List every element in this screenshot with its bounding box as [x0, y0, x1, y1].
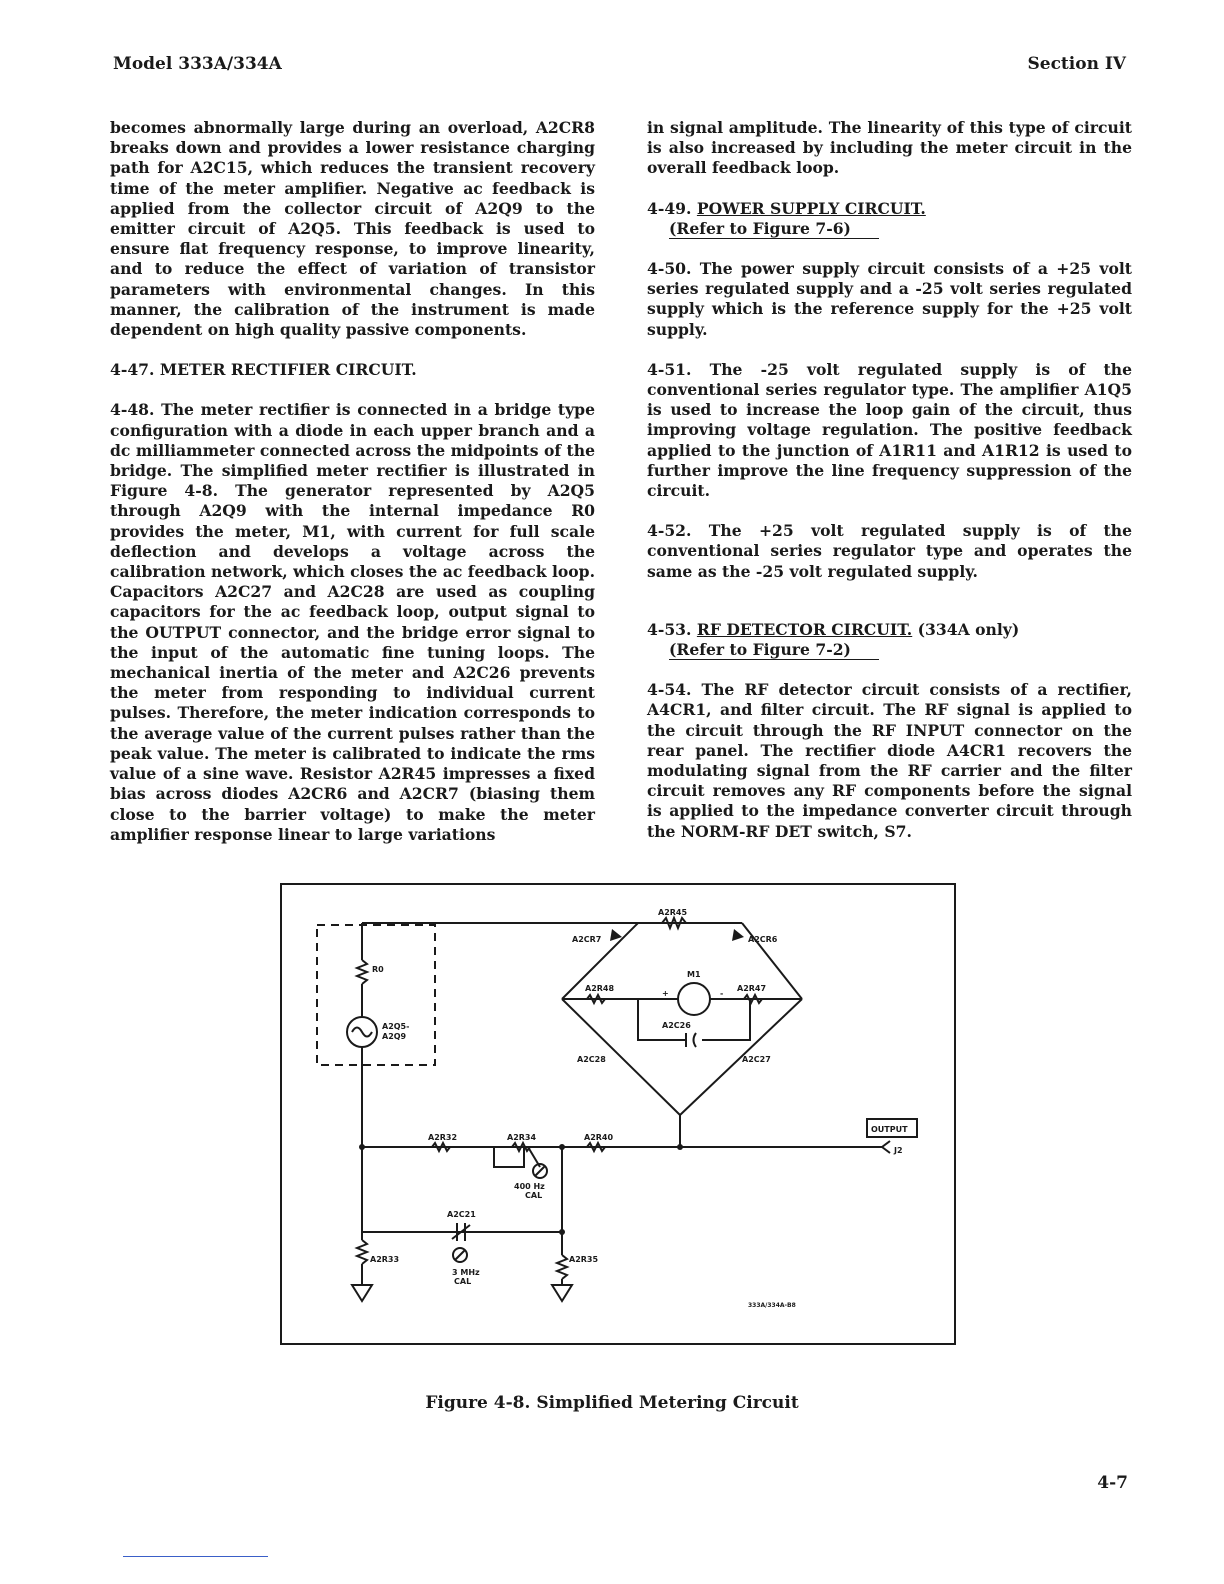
- label-a2r34: A2R34: [507, 1133, 537, 1142]
- paragraph-4-48-cont: in signal amplitude. The linearity of this type of circuit is also increased by including the meter circuit in the overall feedback loop.: [647, 118, 1132, 178]
- header-section: Section IV: [1027, 54, 1126, 74]
- label-a2r35: A2R35: [569, 1255, 599, 1264]
- label-a2c27: A2C27: [742, 1055, 771, 1064]
- heading-4-53-suffix: (334A only): [917, 619, 1020, 639]
- heading-4-49-number: 4-49.: [647, 198, 692, 218]
- label-a2r47: A2R47: [737, 984, 767, 993]
- bridge-right-lower: [680, 999, 802, 1115]
- header-model: Model 333A/334A: [113, 54, 282, 74]
- label-a2r32: A2R32: [428, 1133, 458, 1142]
- label-a2cr6: A2CR6: [748, 935, 778, 944]
- label-a2r45: A2R45: [658, 908, 688, 917]
- j2-connector: [882, 1141, 890, 1153]
- metering-circuit-schematic: [282, 885, 953, 1342]
- paragraph-4-48: 4-48. The meter rectifier is connected in a bridge type configuration with a diode in each upper branch and a dc milliammeter connected across the midpoints of the bridge. The simplified meter rectifier is illustrated in Figure 4-8. The generator represented by A2Q5 through A2Q9 with the internal impedance R0 provides the meter, M1, with current for full scale deflection and develops a voltage across the calibration network, which closes the ac feedback loop. Capacitors A2C27 and A2C28 are used as coupling capacitors for the ac feedback loop, output signal to the OUTPUT connector, and the bridge error signal to the input of the automatic fine tuning loops. The mechanical inertia of the meter and A2C26 prevents the meter from responding to individual current pulses. Therefore, the meter indication corresponds to the average value of the current pulses rather than the peak value. The meter is calibrated to indicate the rms value of a sine wave. Resistor A2R45 impresses a fixed bias across diodes A2CR6 and A2CR7 (biasing them close to the barrier voltage) to make the meter amplifier response linear to large variations: [110, 400, 595, 844]
- label-3mhz: 3 MHz: [452, 1268, 480, 1277]
- heading-4-53-number: 4-53.: [647, 619, 692, 639]
- label-a2r40: A2R40: [584, 1133, 614, 1142]
- a2r33-resistor: [357, 1240, 367, 1264]
- label-drawing-id: 333A/334A-B8: [748, 1302, 796, 1309]
- label-r0: R0: [372, 965, 384, 974]
- label-plus: +: [662, 989, 669, 998]
- label-a2cr7: A2CR7: [572, 935, 602, 944]
- label-a2r33: A2R33: [370, 1255, 400, 1264]
- label-400hz-cal: CAL: [525, 1191, 543, 1200]
- label-a2c28: A2C28: [577, 1055, 606, 1064]
- left-column: [110, 118, 595, 865]
- ground-left: [352, 1285, 372, 1301]
- heading-4-49: [647, 199, 1132, 239]
- heading-4-53: [647, 620, 1132, 660]
- label-m1: M1: [687, 970, 701, 979]
- label-j2: J2: [894, 1146, 903, 1155]
- page-number: 4-7: [1097, 1473, 1128, 1493]
- paragraph-4-52: 4-52. The +25 volt regulated supply is of the conventional series regulator type and operates the same as the -25 volt regulated supply.: [647, 521, 1132, 581]
- heading-4-47: 4-47. METER RECTIFIER CIRCUIT.: [110, 360, 417, 380]
- m1-meter: [678, 983, 710, 1015]
- paragraph-4-51: 4-51. The -25 volt regulated supply is of the conventional series regulator type. The amplifier A1Q5 is used to increase the loop gain of the circuit, thus improving voltage regulation. The positive feedback applied to the junction of A1R11 and A1R12 is used to further improve the line frequency suppression of the circuit.: [647, 359, 1132, 501]
- label-a2c21: A2C21: [447, 1210, 476, 1219]
- right-column: [647, 118, 1132, 862]
- paragraph-4-46-cont: becomes abnormally large during an overload, A2CR8 breaks down and provides a lower resistance charging path for A2C15, which reduces the transient recovery time of the meter amplifier. Negative ac feedback is applied from the collector circuit of A2Q9 to the emitter circuit of A2Q5. This feedback is used to ensure flat frequency response, to improve linearity, and to reduce the effect of variation of transistor parameters with environmental changes. In this manner, the calibration of the instrument is made dependent on high quality passive components.: [110, 118, 595, 340]
- paragraph-4-50: 4-50. The power supply circuit consists of a +25 volt series regulated supply and a -25 volt series regulated supply which is the reference supply for the +25 volt supply.: [647, 259, 1132, 339]
- footer-rule: [123, 1556, 268, 1557]
- heading-4-49-ref: (Refer to Figure 7-6): [669, 219, 879, 239]
- label-a2r48: A2R48: [585, 984, 615, 993]
- a2cr7-diode: [610, 929, 622, 941]
- paragraph-4-54: 4-54. The RF detector circuit consists of a rectifier, A4CR1, and filter circuit. The RF signal is applied to the circuit through the RF INPUT connector on the rear panel. The rectifier diode A4CR1 recovers the modulating signal from the RF carrier and the filter circuit removes any RF components before the signal is applied to the impedance converter circuit through the NORM-RF DET switch, S7.: [647, 680, 1132, 841]
- heading-4-53-ref: (Refer to Figure 7-2): [669, 640, 879, 660]
- generator-box: [317, 925, 435, 1065]
- label-3mhz-cal: CAL: [454, 1277, 472, 1286]
- label-400hz: 400 Hz: [514, 1182, 545, 1191]
- label-gen1: A2Q5-: [382, 1022, 410, 1031]
- heading-4-53-title: RF DETECTOR CIRCUIT.: [696, 619, 913, 639]
- label-gen2: A2Q9: [382, 1032, 407, 1041]
- figure-4-8: [280, 883, 956, 1345]
- label-output: OUTPUT: [871, 1125, 908, 1134]
- ground-right: [552, 1285, 572, 1301]
- a2cr6-diode: [732, 929, 744, 941]
- a2r35-resistor: [557, 1255, 567, 1279]
- figure-caption: Figure 4-8. Simplified Metering Circuit: [425, 1393, 799, 1413]
- label-a2c26: A2C26: [662, 1021, 691, 1030]
- r0-resistor: [357, 960, 367, 984]
- label-minus: -: [720, 989, 724, 998]
- heading-4-49-title: POWER SUPPLY CIRCUIT.: [696, 198, 926, 218]
